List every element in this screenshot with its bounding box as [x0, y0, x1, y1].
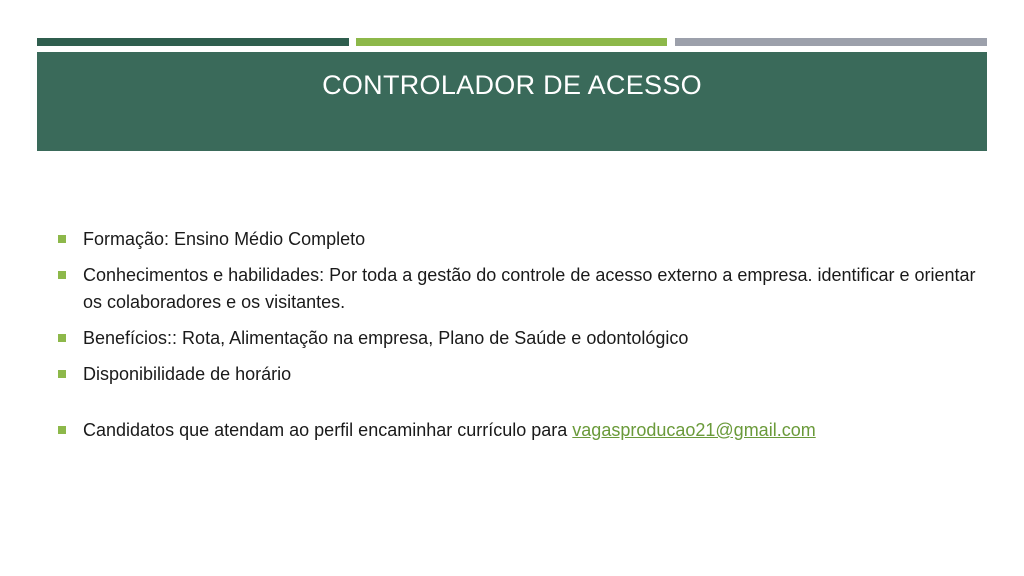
bullet-text: Formação: Ensino Médio Completo	[83, 229, 366, 249]
bullet-item-benefits	[57, 325, 977, 352]
accent-stripe-green	[356, 38, 667, 46]
accent-stripe-gray	[675, 38, 987, 46]
contact-text: Candidatos que atendam ao perfil encaminhar currículo para	[83, 420, 573, 440]
bullet-item-skills	[57, 262, 977, 316]
title-band	[37, 52, 987, 151]
bullet-text: Benefícios:: Rota, Alimentação na empresa, Plano de Saúde e odontológico	[83, 328, 689, 348]
square-bullet-icon	[58, 235, 66, 243]
slide-title: CONTROLADOR DE ACESSO	[322, 70, 702, 100]
square-bullet-icon	[58, 426, 66, 434]
accent-stripe-dark	[37, 38, 349, 46]
bullet-text: Disponibilidade de horário	[83, 364, 292, 384]
bullet-item-availability	[57, 361, 977, 388]
bullet-item-contact	[57, 417, 977, 444]
square-bullet-icon	[58, 370, 66, 378]
square-bullet-icon	[58, 271, 66, 279]
bullet-text: Conhecimentos e habilidades: Por toda a gestão do controle de acesso externo a empresa. identificar e orientar os colaboradores e os visitantes.	[83, 265, 976, 312]
bullet-item-education	[57, 226, 977, 253]
email-link[interactable]: vagasproducao21@gmail.com	[572, 420, 816, 440]
square-bullet-icon	[58, 334, 66, 342]
bullet-list	[57, 226, 977, 444]
